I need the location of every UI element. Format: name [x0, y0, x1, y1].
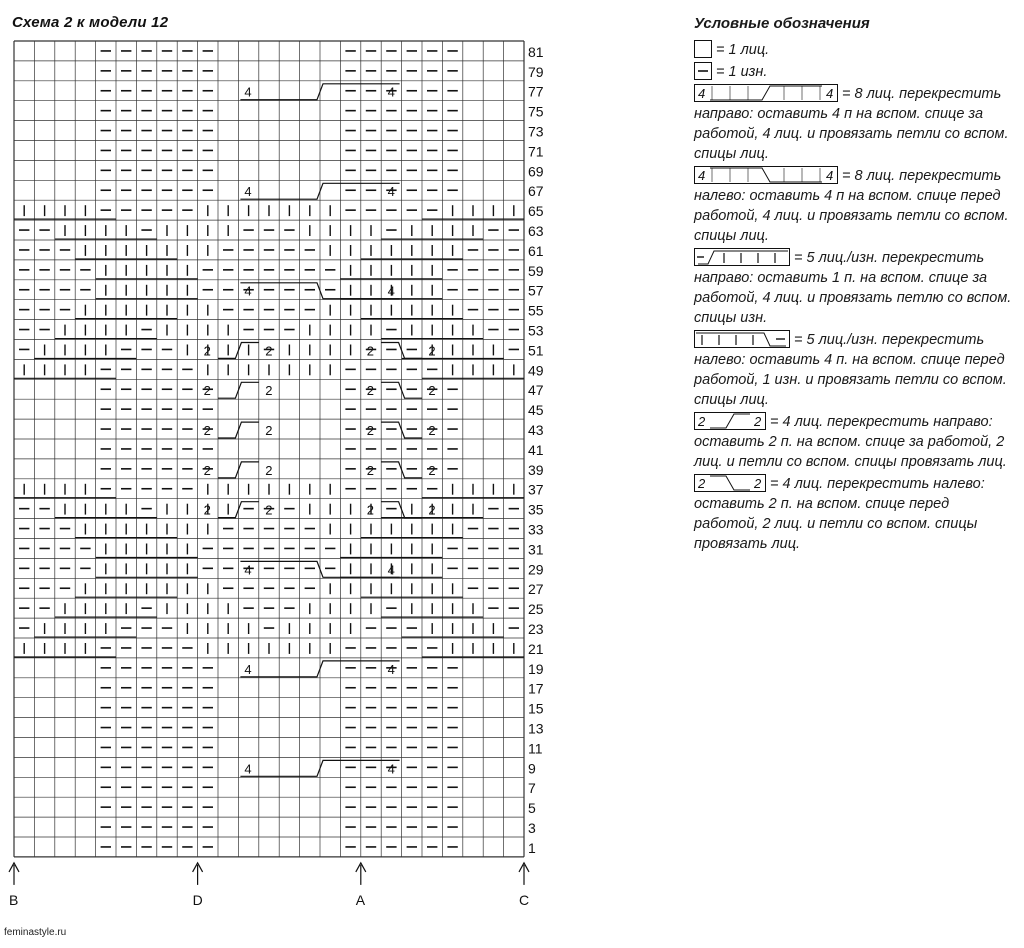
- legend-text: = 8 лиц. перекрестить направо: оставить 4 п на вспом. спице за работой, 4 лиц. и провязать петли со вспом. спицы лиц.: [694, 86, 1009, 162]
- row-number-label: 7: [528, 780, 536, 797]
- legend-item: [694, 84, 1014, 164]
- cable-number: 2: [366, 502, 375, 518]
- row-number-label: 15: [528, 700, 544, 717]
- chart-title: Схема 2 к модели 12: [12, 14, 169, 31]
- row-number-label: 9: [528, 760, 536, 777]
- cable-8-right-symbol-icon: [694, 84, 838, 102]
- cable-number: 2: [265, 502, 273, 518]
- row-number-label: 67: [528, 183, 544, 200]
- legend-text: = 5 лиц./изн. перекрестить налево: оставить 4 п. на вспом. спице перед работой, 1 изн. и провязать петли со вспом. спицы лиц.: [694, 332, 1007, 408]
- row-number-label: 69: [528, 163, 544, 180]
- row-number-label: 23: [528, 621, 544, 637]
- column-marker-arrow: [9, 863, 19, 885]
- cable-number: 2: [366, 462, 375, 478]
- row-number-label: 61: [528, 242, 544, 259]
- row-number-label: 25: [528, 601, 544, 618]
- cable-8-left-symbol-icon: [694, 166, 838, 184]
- cable-number: 4: [244, 184, 252, 200]
- cable-number: 4: [244, 84, 252, 100]
- column-marker-label: C: [519, 891, 530, 908]
- row-number-label: 17: [528, 680, 544, 697]
- row-number-label: 11: [528, 740, 543, 757]
- row-number-label: 55: [528, 302, 544, 319]
- svg-text:4: 4: [698, 86, 706, 101]
- legend-text: = 5 лиц./изн. перекрестить направо: оставить 1 п. на вспом. спице за работой, 4 лиц. и провязать петлю со вспом. спицы изн.: [694, 250, 1012, 326]
- column-marker-label: D: [192, 891, 203, 908]
- legend-symbol: [694, 248, 790, 266]
- legend-text: = 8 лиц. перекрестить налево: оставить 4 п на вспом. спице перед работой, 4 лиц. и провязать петли со вспом. спицы лиц.: [694, 168, 1009, 244]
- cable-number: 2: [428, 423, 436, 438]
- svg-text:4: 4: [826, 168, 834, 183]
- site-watermark: feminastyle.ru: [4, 927, 67, 938]
- row-number-label: 35: [528, 501, 544, 518]
- cable-number: 4: [244, 661, 252, 677]
- row-number-label: 53: [528, 322, 544, 339]
- row-number-label: 79: [528, 63, 544, 80]
- row-number-label: 45: [528, 402, 544, 419]
- row-number-label: 65: [528, 203, 544, 220]
- cable-number: 2: [366, 343, 375, 359]
- column-marker-arrow: [356, 863, 366, 885]
- legend-symbol: [694, 166, 838, 184]
- svg-text:2: 2: [754, 476, 762, 491]
- legend-symbol: [694, 40, 712, 58]
- cable-number: 2: [366, 423, 375, 438]
- row-number-label: 13: [528, 720, 544, 737]
- legend-items: [694, 40, 1014, 554]
- legend-text: = 4 лиц. перекрестить налево: оставить 2 п. на вспом. спице перед работой, 2 лиц. и петли со вспом. спицы провязать лиц.: [694, 476, 985, 552]
- legend-item: [694, 412, 1014, 472]
- legend-symbol: [694, 62, 712, 80]
- svg-text:2: 2: [698, 476, 706, 491]
- cable-number: 4: [244, 283, 252, 299]
- column-marker-arrow: [519, 863, 529, 885]
- cable-number: 2: [265, 423, 273, 438]
- row-number-label: 19: [528, 660, 544, 677]
- legend-symbol: [694, 330, 790, 348]
- cable-number: 4: [387, 562, 395, 578]
- cable-number: 4: [244, 761, 252, 777]
- cable-number: 2: [203, 502, 211, 518]
- row-number-label: 71: [528, 143, 544, 160]
- cable-number: 2: [428, 502, 436, 518]
- cable-4-right-symbol-icon: [694, 412, 766, 430]
- legend-symbol: [694, 412, 766, 430]
- column-marker-arrow: [193, 863, 203, 885]
- cable-number: 2: [265, 462, 273, 478]
- cable-number: 2: [265, 343, 273, 359]
- svg-text:2: 2: [754, 414, 762, 429]
- row-number-label: 31: [528, 541, 544, 558]
- purl-symbol-icon: [694, 62, 712, 80]
- column-marker-label: A: [355, 891, 366, 908]
- cable-number: 2: [203, 383, 211, 399]
- cable-number: 2: [428, 383, 436, 399]
- row-number-label: 27: [528, 581, 544, 598]
- row-number-label: 73: [528, 123, 544, 140]
- cable-4-left-symbol-icon: [694, 474, 766, 492]
- row-number-label: 39: [528, 461, 544, 478]
- row-number-label: 5: [528, 800, 536, 817]
- row-number-label: 51: [528, 342, 544, 359]
- cable-number: 2: [203, 462, 211, 478]
- cable-number: 2: [203, 423, 211, 438]
- svg-text:4: 4: [826, 86, 834, 101]
- row-number-label: 41: [528, 441, 544, 458]
- row-number-label: 37: [528, 481, 544, 498]
- row-number-label: 43: [528, 422, 544, 438]
- legend-text: = 4 лиц. перекрестить направо: оставить 2 п. на вспом. спице за работой, 2 лиц. и петли со вспом. спицы провязать лиц.: [694, 414, 1007, 470]
- cable-number: 4: [387, 283, 395, 299]
- cable-number: 2: [366, 383, 375, 399]
- row-number-label: 75: [528, 103, 544, 120]
- row-number-label: 33: [528, 521, 544, 538]
- svg-text:4: 4: [698, 168, 706, 183]
- row-number-label: 47: [528, 382, 544, 399]
- cable-number: 4: [244, 562, 252, 578]
- legend: [694, 14, 1014, 556]
- row-number-label: 29: [528, 561, 544, 578]
- svg-text:2: 2: [698, 414, 706, 429]
- cable-number: 2: [265, 383, 273, 399]
- row-number-label: 21: [528, 640, 544, 657]
- legend-item: [694, 166, 1014, 246]
- row-number-label: 3: [528, 820, 536, 836]
- column-marker-label: B: [9, 891, 19, 908]
- cable-number: 4: [387, 84, 395, 100]
- row-number-label: 81: [528, 43, 544, 60]
- legend-title: Условные обозначения: [694, 15, 870, 32]
- legend-symbol: [694, 84, 838, 102]
- legend-text: = 1 изн.: [716, 64, 768, 80]
- cable-5-left-symbol-icon: [694, 330, 790, 348]
- cable-5-right-symbol-icon: [694, 248, 790, 266]
- legend-item: [694, 248, 1014, 328]
- legend-text: = 1 лиц.: [716, 42, 770, 58]
- row-number-label: 63: [528, 223, 544, 239]
- legend-item: [694, 40, 1014, 60]
- legend-item: [694, 330, 1014, 410]
- cable-number: 2: [203, 343, 211, 359]
- row-number-label: 57: [528, 282, 544, 299]
- knit-symbol-icon: [694, 40, 712, 58]
- cable-number: 4: [387, 761, 395, 777]
- cable-number: 2: [428, 462, 436, 478]
- legend-symbol: [694, 474, 766, 492]
- cable-number: 4: [387, 661, 395, 677]
- legend-item: [694, 62, 1014, 82]
- legend-item: [694, 474, 1014, 554]
- row-number-label: 77: [528, 83, 544, 100]
- row-number-label: 49: [528, 362, 544, 379]
- row-number-label: 59: [528, 262, 544, 279]
- cable-number: 2: [428, 343, 436, 359]
- row-number-label: 1: [528, 839, 536, 856]
- cable-number: 4: [387, 184, 395, 200]
- chart-marks: [14, 51, 524, 847]
